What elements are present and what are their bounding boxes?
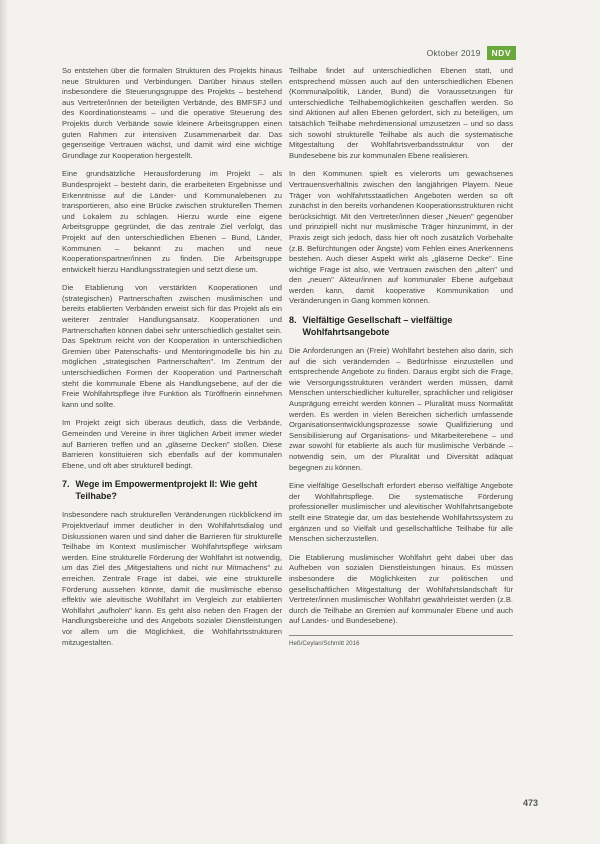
page-number: 473 — [522, 798, 538, 808]
left-column — [62, 66, 282, 656]
paragraph: Eine grundsätzliche Herausforderung im Projekt – als Bundesprojekt – besteht darin, die erarbeiteten Ergebnisse und Erkenntnisse auf die Länder- und Kommunalebenen zu transportieren, also eine Brücke zwischen strukturellen Themen und Lokalem zu schlagen. Hierzu wurde eine eigene Arbeitsgruppe gegründet, die das zentrale Ziel verfolgt, das Projekt auf den unterschiedlichen Ebenen – Bund, Länder, Kommunen – bekannt zu machen und neue Kooperationspartner/innen zu finden. Die Arbeitsgruppe entwickelt hierzu Handlungsstrategien und setzt diese um. — [62, 169, 282, 274]
section-number: 7. — [62, 479, 70, 490]
section-number: 8. — [289, 315, 297, 326]
right-column — [289, 66, 513, 650]
footnote-divider — [289, 635, 513, 636]
paragraph: Im Projekt zeigt sich überaus deutlich, dass die Verbände, Gemeinden und Vereine in ihrer täglichen Arbeit immer wieder auf Barrieren treffen und an „gläserne Decken" stoßen. Diese Barrieren konstituieren sich ebenfalls auf der kommunalen Ebene, und oft aber strukturell bedingt. — [62, 418, 282, 470]
page-header — [427, 46, 516, 60]
paragraph: Insbesondere nach strukturellen Veränderungen rückblickend im Projektverlauf immer deutlicher in den Wohlfahrtsdialog und Diskussionen waren und sind daher die Barrieren für strukturelle Teilhabe im Kontext muslimischer Wohlfahrtspflege wirksam werden. Eine strukturelle Förderung der Wohlfahrt ist notwendig, um das Ziel des „Mitgestaltens und nicht nur Mitmachens" zu erreichen. Zentrale Frage ist dabei, wie eine strukturelle Förderung aussehen könnte, damit die muslimische ebenso effektiv wie alevitische Wohlfahrt im Vergleich zur etablierten Wohlfahrt „aufholen" kann. Es geht also neben den Fragen der Handlungsbereiche und des Angebots sozialer Dienstleistungen vor allem um die Möglichkeit, die Wohlfahrtsstrukturen mitzugestalten. — [62, 510, 282, 647]
paragraph: Teilhabe findet auf unterschiedlichen Ebenen statt, und entsprechend müssen auch auf den unterschiedlichen Ebenen (Kommunalpolitik, Länder, Bund) die Voraussetzungen für unterschiedliche Teilhabemöglichkeiten geschaffen werden. So sind Aktionen auf allen Ebenen gefordert, sich zu beteiligen, um tatsächlich Teilhabe mehrdimensional umzusetzen – und so dass sich sowohl strukturelle Teilhabe als auch die systematische Mitgestaltung der Wohlfahrtsverbandsstruktur von der Bundesebene bis zur kommunalen Ebene realisieren. — [289, 66, 513, 160]
paragraph: Eine vielfältige Gesellschaft erfordert ebenso vielfältige Angebote der Wohlfahrtspflege. Die systematische Förderung professioneller muslimischer und alevitischer Wohlfahrtsangebote stellt eine Strategie dar, um das bestehende Wohlfahrtssystem zu ergänzen und so Vielfalt und gesellschaftliche Teilhabe für alle Menschen sicherzustellen. — [289, 481, 513, 544]
paragraph: Die Anforderungen an (Freie) Wohlfahrt bestehen also darin, sich auf die sich verändernden – Bedürfnisse einzustellen und entsprechende Angebote zu finden. Daraus ergibt sich die Frage, wie Versorgungsstrukturen verändert werden müssen, damit Menschen unterschiedlicher kultureller, sprachlicher und religiöser Ausprägung erreicht werden können – Pluralität muss Normalität werden. Es werden in vielen Bereichen sicherlich umfassende Organisationsentwicklungsprozesse sowie Qualifizierung und Sensibilisierung auf Organisations- und Mitarbeiterebene – und zwar sowohl für etablierte als auch für muslimische Verbände – notwendig sein, um der Pluralität und Diversität adäquat begegnen zu können. — [289, 346, 513, 472]
journal-logo: NDV — [487, 46, 516, 60]
page-edge-shadow — [0, 0, 8, 844]
issue-date: Oktober 2019 — [426, 48, 481, 58]
footnote: Heß/Ceylan/Schmitt 2016 — [289, 639, 360, 647]
section-heading-7 — [62, 479, 282, 502]
paragraph: Die Etablierung von verstärkten Kooperationen und (strategischen) Partnerschaften zwischen muslimischen und bereits etablierten Verbänden erweist sich für das Projekt als ein weiterer zentraler Handlungsansatz. Kooperationen und Partnerschaften können dabei sehr unterschiedlich gestaltet sein. Das Spektrum reicht von der Kooperation in unterschiedlichen Gremien über Patenschafts- und Mentoringmodelle bis hin zu möglichen „strategischen Partnerschaften". Im Zentrum der unterschiedlichen Formen der Kooperation und Partnerschaft steht die kommunale Ebene als Handlungsebene, auf der die Freie Wohlfahrtspflege ihre Funktion als Türöffnerin einnehmen kann und sollte. — [62, 283, 282, 409]
section-title: Wege im Empowermentprojekt II: Wie geht Teilhabe? — [75, 479, 258, 501]
paragraph: In den Kommunen spielt es vielerorts um gewachsenes Vertrauensverhältnis zwischen den langjährigen Playern. Neue Träger von wohlfahrtsstaatlichen Angeboten werden so oft zunächst in den bereits vorhandenen Kooperationsstrukturen nicht berücksichtigt. Mit den Vertreter/innen dieser „Neuen" gegenüber und prinzipiell nicht nur muslimische Träger hinzunimmt, in der Praxis zeigt sich jedoch, dass hier oft noch zusätzlich Vorbehalte (z.B. Befürchtungen oder Ängste) vom Fehlen eines Anerkennens bestehen. Auch dieser Aspekt wirkt als „gläserne Decke". Eine wichtige Frage ist also, wie Vertrauen zwischen den „alten" und den „neuen" Akteur/innen auf kommunaler Ebene aufgebaut werden kann, damit kooperative Kommunikation und Veränderungen in Gang kommen können. — [289, 169, 513, 306]
paragraph: Die Etablierung muslimischer Wohlfahrt geht dabei über das Aufheben von sozialen Dienstleistungen hinaus. Es müssen insbesondere die Möglichkeiten zur politischen und gesellschaftlichen Mitgestaltung der Wohlfahrtslandschaft für Vertreter/innen muslimischer Wohlfahrt gewährleistet werden (z.B. durch die Teilhabe an Gremien auf kommunaler Ebene und auch auf Landes- und Bundesebene). — [289, 552, 513, 626]
section-title: Vielfältige Gesellschaft – vielfältige Wohlfahrtsangebote — [302, 315, 453, 337]
paragraph: So entstehen über die formalen Strukturen des Projekts hinaus neue Strukturen und Verbindungen. Darüber hinaus stellen insbesondere die Steuerungsgruppe des Projekts – bestehend aus Vertreter/innen der beteiligten Verbände, des BMFSFJ und des Koordinationsteams – und die operative Steuerung des Projekts durch Verbände sowie kleinere Arbeitsgruppen einen guten Rahmen zur intensiven Zusammenarbeit dar. Das gegenseitige Vertrauen wächst, und damit wird eine wichtige Grundlage zur Kooperation hergestellt. — [62, 66, 282, 160]
section-heading-8 — [289, 315, 513, 338]
